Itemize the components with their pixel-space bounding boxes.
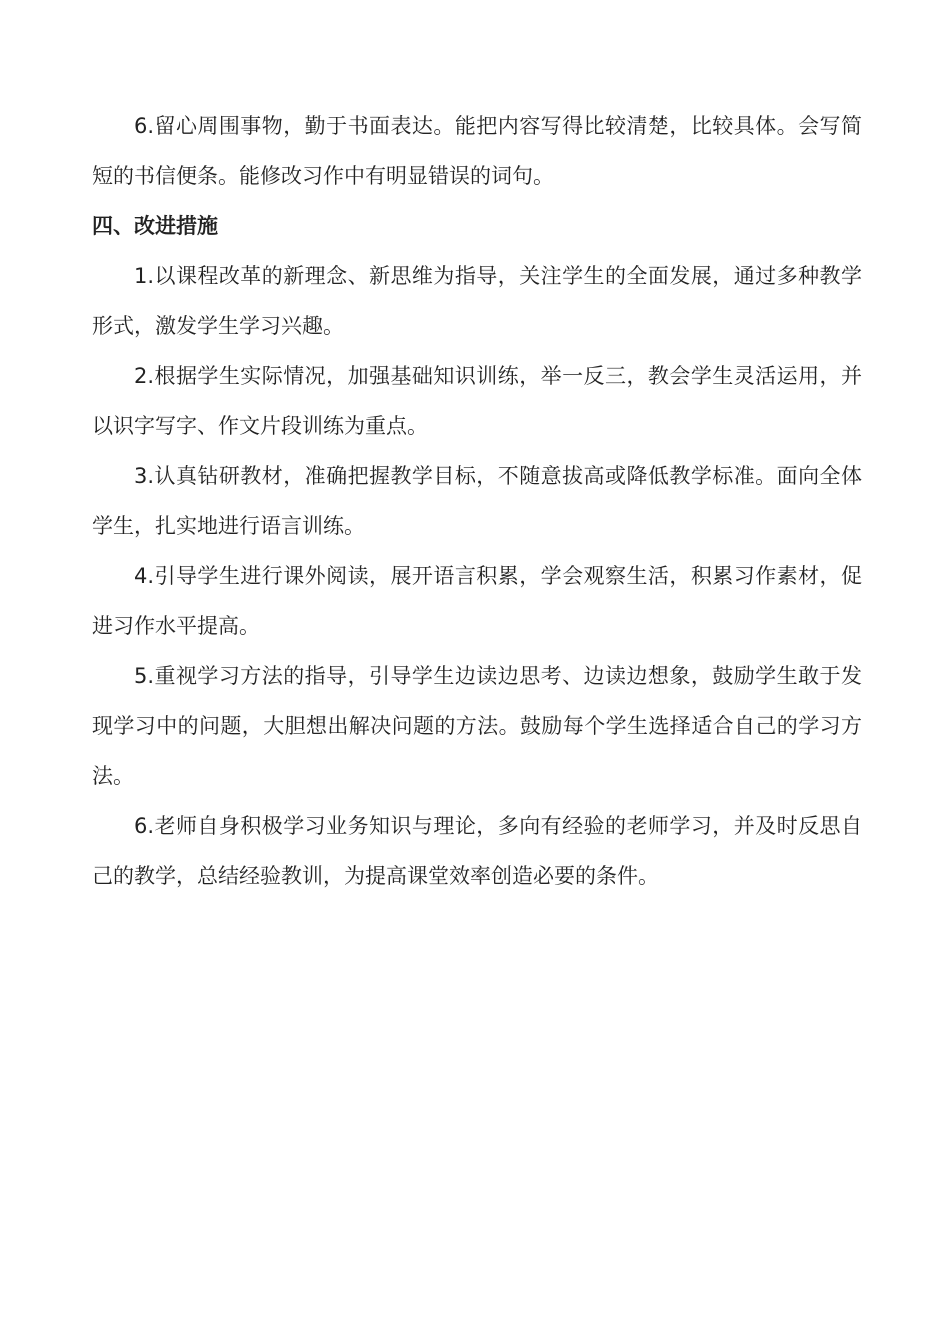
- measure-item-1: 1.以课程改革的新理念、新思维为指导，关注学生的全面发展，通过多种教学形式，激发学生学习兴趣。: [92, 264, 862, 338]
- measure-item-4: 4.引导学生进行课外阅读，展开语言积累，学会观察生活，积累习作素材，促进习作水平提高。: [92, 564, 862, 638]
- section-heading: 四、改进措施: [92, 214, 218, 238]
- measure-item-5: 5.重视学习方法的指导，引导学生边读边思考、边读边想象，鼓励学生敢于发现学习中的问题，大胆想出解决问题的方法。鼓励每个学生选择适合自己的学习方法。: [92, 664, 862, 788]
- measure-item-6: 6.老师自身积极学习业务知识与理论，多向有经验的老师学习，并及时反思自己的教学，总结经验教训，为提高课堂效率创造必要的条件。: [92, 814, 862, 888]
- document-body: [92, 101, 862, 901]
- measure-item-3: 3.认真钻研教材，准确把握教学目标，不随意拔高或降低教学标准。面向全体学生，扎实地进行语言训练。: [92, 464, 862, 538]
- measure-item-2: 2.根据学生实际情况，加强基础知识训练，举一反三，教会学生灵活运用，并以识字写字、作文片段训练为重点。: [92, 364, 862, 438]
- paragraph-item-6: 6.留心周围事物，勤于书面表达。能把内容写得比较清楚，比较具体。会写简短的书信便条。能修改习作中有明显错误的词句。: [92, 114, 862, 188]
